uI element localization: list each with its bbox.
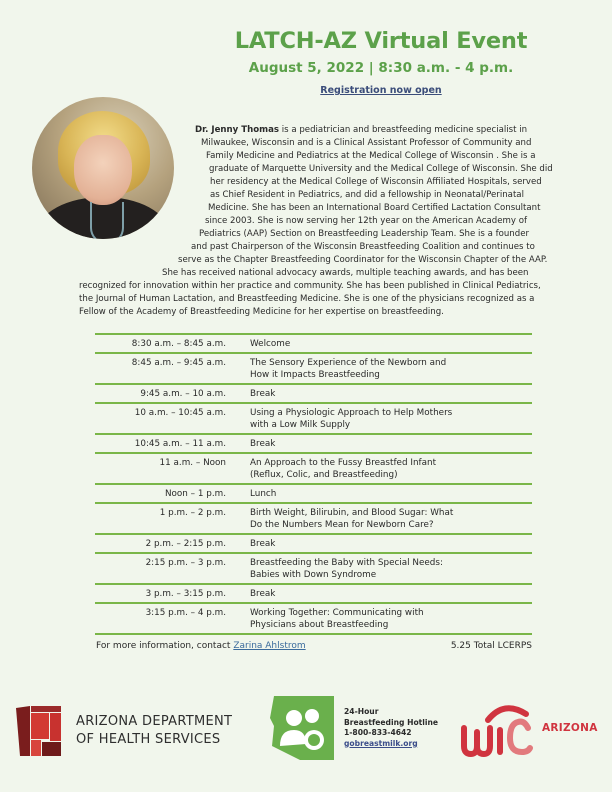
agenda-row (95, 334, 532, 353)
adhs-logo: ARIZONA DEPARTMENT OF HEALTH SERVICES (16, 706, 232, 756)
agenda-topic: Birth Weight, Bilirubin, and Blood Sugar: What Do the Numbers Mean for Newborn Care? (250, 503, 532, 534)
hotline-website-link[interactable]: gobreastmilk.org (344, 738, 418, 748)
agenda-topic: Welcome (250, 334, 532, 353)
agenda-row (95, 584, 532, 603)
agenda-time: 10:45 a.m. – 11 a.m. (95, 434, 250, 453)
agenda-topic: The Sensory Experience of the Newborn and How it Impacts Breastfeeding (250, 353, 532, 384)
agenda-topic: Breastfeeding the Baby with Special Needs: Babies with Down Syndrome (250, 553, 532, 584)
agenda-time: 10 a.m. – 10:45 a.m. (95, 403, 250, 434)
agenda-table (95, 333, 532, 635)
agenda-time: 8:45 a.m. – 9:45 a.m. (95, 353, 250, 384)
agenda-time: 9:45 a.m. – 10 a.m. (95, 384, 250, 403)
adhs-logo-icon (16, 706, 62, 756)
wic-logo: ARIZONA (458, 698, 598, 758)
agenda-topic: Working Together: Communicating with Physicians about Breastfeeding (250, 603, 532, 634)
agenda-time: 11 a.m. – Noon (95, 453, 250, 484)
credits-label: 5.25 Total LCERPS (450, 641, 532, 651)
agenda-row (95, 553, 532, 584)
agenda-topic: Break (250, 534, 532, 553)
agenda-topic: Lunch (250, 484, 532, 503)
agenda-time: 3:15 p.m. – 4 p.m. (95, 603, 250, 634)
agenda-row (95, 503, 532, 534)
agenda-topic: Break (250, 584, 532, 603)
agenda-row (95, 384, 532, 403)
speaker-photo (32, 97, 174, 239)
agenda-time: 3 p.m. – 3:15 p.m. (95, 584, 250, 603)
agenda-time: 2:15 p.m. – 3 p.m. (95, 553, 250, 584)
agenda-topic: Break (250, 384, 532, 403)
event-header (0, 28, 612, 97)
agenda-row (95, 453, 532, 484)
event-date-time: August 5, 2022 | 8:30 a.m. - 4 p.m. (248, 60, 514, 76)
contact-link[interactable]: Zarina Ahlstrom (233, 641, 306, 651)
agenda-row (95, 403, 532, 434)
agenda-row (95, 434, 532, 453)
agenda-topic: Break (250, 434, 532, 453)
agenda-topic: Using a Physiologic Approach to Help Mothers with a Low Milk Supply (250, 403, 532, 434)
agenda-time: 2 p.m. – 2:15 p.m. (95, 534, 250, 553)
event-title: LATCH-AZ Virtual Event (234, 28, 528, 54)
agenda-topic: An Approach to the Fussy Breastfed Infant (Reflux, Colic, and Breastfeeding) (250, 453, 532, 484)
contact-footer: For more information, contact Zarina Ahlstrom 5.25 Total LCERPS (96, 641, 532, 651)
hotline-logo: 24-Hour Breastfeeding Hotline 1-800-833-4642 gobreastmilk.org (270, 696, 438, 760)
agenda-row (95, 484, 532, 503)
agenda-row (95, 353, 532, 384)
registration-link[interactable]: Registration now open (320, 85, 442, 96)
agenda-time: Noon – 1 p.m. (95, 484, 250, 503)
agenda-time: 1 p.m. – 2 p.m. (95, 503, 250, 534)
agenda-row (95, 603, 532, 634)
arizona-breastfeeding-icon (270, 696, 334, 760)
speaker-name: Dr. Jenny Thomas (195, 125, 280, 135)
agenda-row (95, 534, 532, 553)
wic-logo-icon (458, 698, 538, 758)
agenda-time: 8:30 a.m. – 8:45 a.m. (95, 334, 250, 353)
